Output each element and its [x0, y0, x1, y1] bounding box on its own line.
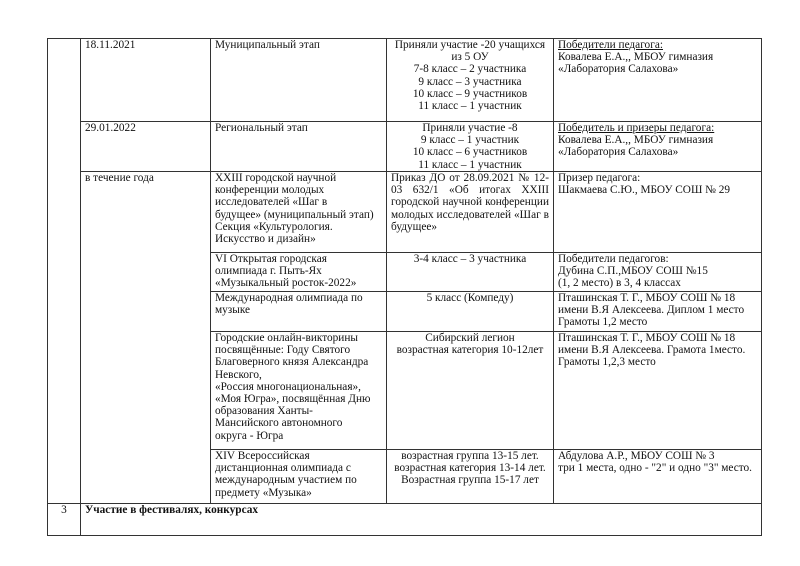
section-row: [48, 504, 762, 536]
participants-cell: 3-4 класс – 3 участника: [387, 253, 554, 292]
event-cell: Городские онлайн-викторины посвящённые: Году Святого Благоверного князя Александра Невского, «Россия многонациональная», «Моя Югра», посвящённая Дню образования Ханты- Мансийского автономного округа - Югра: [211, 332, 387, 450]
results-text: Ковалева Е.А.,, МБОУ гимназия «Лаборатория Салахова»: [558, 134, 714, 159]
results-cell: Пташинская Т. Г., МБОУ СОШ № 18 имени В.Я Алексеева. Диплом 1 место Грамоты 1,2 место: [554, 292, 762, 332]
results-cell: [554, 39, 762, 122]
table-row: [48, 122, 762, 172]
participants-cell: Приказ ДО от 28.09.2021 № 12-03 632/1 «Об итогах XXIII городской научной конференции молодых исследователей «Шаг в будущее»: [387, 172, 554, 253]
event-cell: XIV Всероссийская дистанционная олимпиада с международным участием по предмету «Музыка»: [211, 450, 387, 504]
event-cell: Муниципальный этап: [211, 39, 387, 122]
results-text: Ковалева Е.А.,, МБОУ гимназия «Лаборатория Салахова»: [558, 51, 714, 76]
participants-cell: Сибирский легион возрастная категория 10-12лет: [387, 332, 554, 450]
table-row: [48, 172, 762, 253]
results-cell: Победители педагогов: Дубина С.П.,МБОУ СОШ №15 (1, 2 место) в 3, 4 классах: [554, 253, 762, 292]
date-cell: в течение года: [81, 172, 211, 504]
event-cell: Международная олимпиада по музыке: [211, 292, 387, 332]
results-cell: Призер педагога: Шакмаева С.Ю., МБОУ СОШ № 29: [554, 172, 762, 253]
results-heading: Победитель и призеры педагога:: [558, 122, 715, 134]
section-number: 3: [48, 504, 81, 536]
results-table: [47, 38, 762, 536]
event-cell: XXIII городской научной конференции молодых исследователей «Шаг в будущее» (муниципальный этап) Секция «Культурология. Искусство и дизайн»: [211, 172, 387, 253]
participants-cell: возрастная группа 13-15 лет. возрастная категория 13-14 лет. Возрастная группа 15-17 лет: [387, 450, 554, 504]
results-cell: Пташинская Т. Г., МБОУ СОШ № 18 имени В.Я Алексеева. Грамота 1место. Грамоты 1,2,3 место: [554, 332, 762, 450]
event-cell: Региональный этап: [211, 122, 387, 172]
participants-cell: Приняли участие -8 9 класс – 1 участник 10 класс – 6 участников 11 класс – 1 участник: [387, 122, 554, 172]
participants-cell: 5 класс (Компеду): [387, 292, 554, 332]
participants-cell: Приняли участие -20 учащихся из 5 ОУ 7-8 класс – 2 участника 9 класс – 3 участника 10 класс – 9 участников 11 класс – 1 участник: [387, 39, 554, 122]
event-cell: VI Открытая городская олимпиада г. Пыть-Ях «Музыкальный росток-2022»: [211, 253, 387, 292]
results-cell: Абдулова А.Р., МБОУ СОШ № 3 три 1 места, одно - "2" и одно "3" место.: [554, 450, 762, 504]
date-cell: 29.01.2022: [81, 122, 211, 172]
section-title: Участие в фестивалях, конкурсах: [81, 504, 762, 536]
results-cell: [554, 122, 762, 172]
date-cell: 18.11.2021: [81, 39, 211, 122]
results-heading: Победители педагога:: [558, 39, 663, 51]
table-row: [48, 39, 762, 122]
number-cell: [48, 39, 81, 504]
